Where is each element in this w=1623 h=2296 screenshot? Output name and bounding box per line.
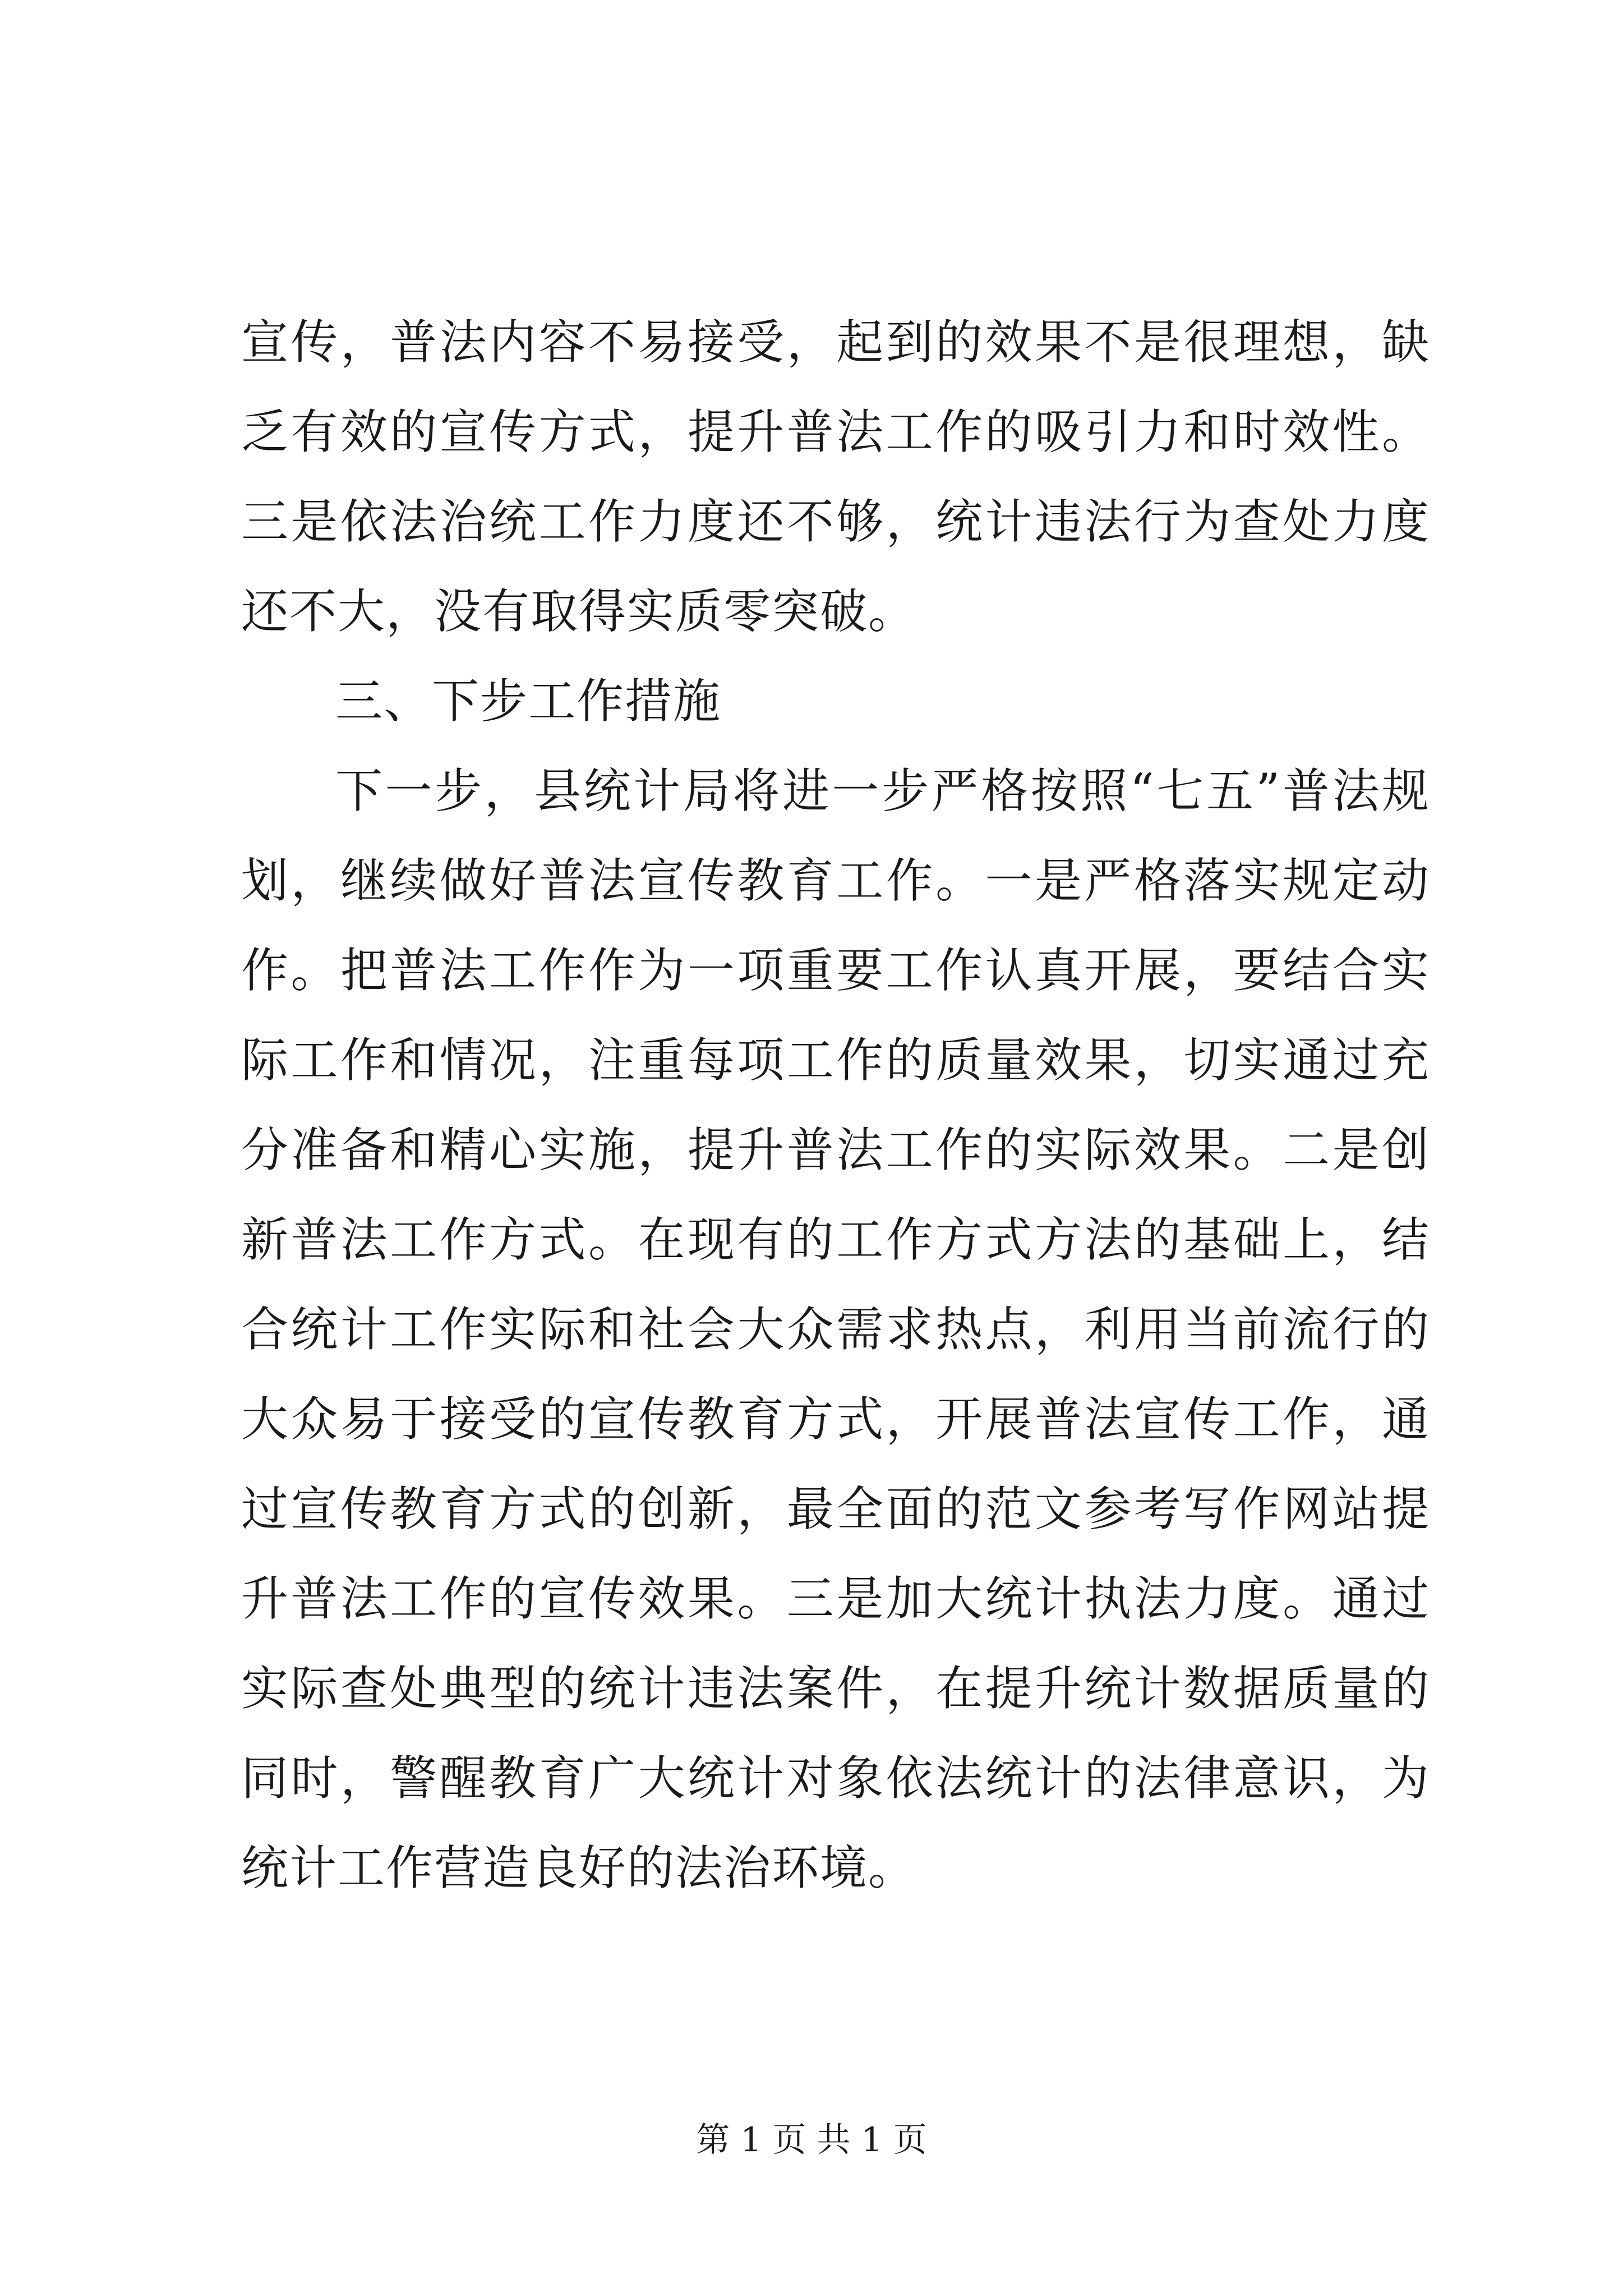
page-footer (0, 2118, 1623, 2162)
page-number: 第 1 页 共 1 页 (696, 2120, 927, 2160)
paragraph-continuation: 宣传，普法内容不易接受，起到的效果不是很理想，缺乏有效的宣传方式，提升普法工作的吸引力和时效性。三是依法治统工作力度还不够，统计违法行为查处力度还不大，没有取得实质零突破。 (241, 315, 1430, 639)
paragraph-next-steps: 下一步，县统计局将进一步严格按照“七五”普法规划，继续做好普法宣传教育工作。一是严格落实规定动作。把普法工作作为一项重要工作认真开展，要结合实际工作和情况，注重每项工作的质量效果，切实通过充分准备和精心实施，提升普法工作的实际效果。二是创新普法工作方式。在现有的工作方式方法的基础上，结合统计工作实际和社会大众需求热点，利用当前流行的大众易于接受的宣传教育方式，开展普法宣传工作，通过宣传教育方式的创新，最全面的范文参考写作网站提升普法工作的宣传效果。三是加大统计执法力度。通过实际查处典型的统计违法案件，在提升统计数据质量的同时，警醒教育广大统计对象依法统计的法律意识，为统计工作营造良好的法治环境。 (241, 763, 1430, 1895)
document-body (241, 297, 1430, 1913)
section-heading: 三、下步工作措施 (335, 674, 722, 729)
